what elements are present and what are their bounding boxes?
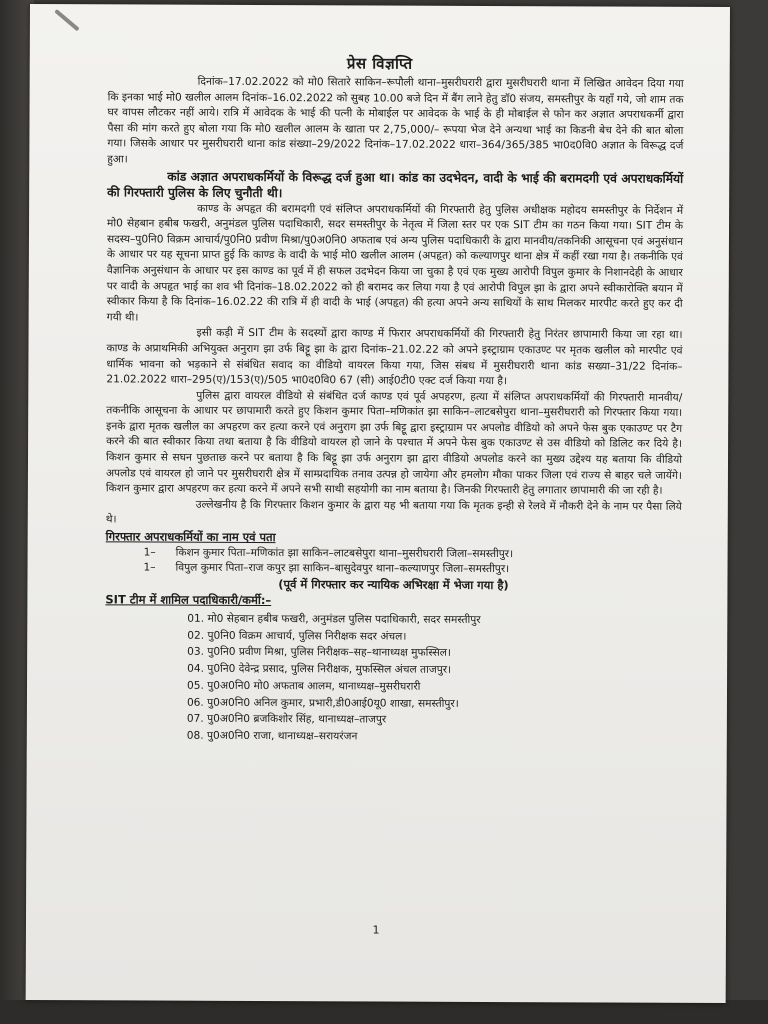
- document-body: [105, 74, 684, 746]
- paragraph-1: दिनांक–17.02.2022 को मो0 सितारे साकिन–रूपौली थाना–मुसरीघरारी द्वारा मुसरीघरारी थाना में लिखित आवेदन दिया गया कि इनका भाई मो0 खलील आलम दिनांक–16.02.2022 को सुबह 10.00 बजे दिन में बैंग लाने हेतु डॉ0 संजय, समस्तीपुर के यहाँ गये, जो शाम तक घर वापस लौटकर नहीं आये। रात्रि में आवेदक के भाई की पत्नी के मोबाईल पर आवेदक के भाई के ही मोबाईल से फोन कर अज्ञात अपराधकर्मी द्वारा पैसा की मांग करते हुए बोला गया कि मो0 खलील आलम के खाता पर 2,75,000/– रूपया भेज देने अन्यथा भाई का किडनी बेच देने की बात बोला गया। जिसके आधार पर मुसरीघरारी थाना कांड संख्या–29/2022 दिनांक–17.02.2022 धारा–364/365/385 भा0द0वि0 अज्ञात के विरूद्ध दर्ज हुआ।: [107, 75, 684, 166]
- list-item: 08. पु0अ0नि0 राजा, थानाध्यक्ष–सरायरंजन: [186, 729, 358, 743]
- background-bottom: [0, 1000, 768, 1024]
- list-item: 04. पु0नि0 देवेन्द्र प्रसाद, पुलिस निरीक्षक, मुफस्सिल अंचल ताजपुर।: [187, 662, 452, 676]
- sit-members-list: [105, 610, 682, 746]
- paper-clip-icon: [54, 9, 79, 31]
- list-item: 05. पु0अ0नि0 मो0 अफताब आलम, थानाध्यक्ष–मुसरीघरारी: [187, 679, 421, 693]
- list-item-number: 1–: [143, 546, 156, 559]
- press-release-page: [26, 4, 730, 1003]
- list-item: 02. पु0नि0 विक्रम आचार्य, पुलिस निरीक्षक सदर अंचल।: [187, 629, 407, 643]
- list-item: 03. पु0नि0 प्रवीण मिश्रा, पुलिस निरीक्षक–सह–थानाध्यक्ष मुफस्सिल।: [187, 646, 451, 660]
- arrested-note: (पूर्व में गिरफ्तार कर न्यायिक अभिरक्षा में भेजा गया है): [278, 576, 509, 592]
- list-item-text: किशन कुमार पिता–मणिकांत झा साकिन–लाटबसेपुरा थाना–मुसरीघरारी जिला–समस्तीपुर।: [175, 546, 514, 560]
- paragraph-2: कांड अज्ञात अपराधकर्मियों के विरूद्ध दर्ज हुआ था। कांड का उदभेदन, वादी के भाई की बरामदगी एवं अपराधकर्मियों की गिरफ्तारी पुलिस के लिए चुनौती थी।: [107, 169, 684, 201]
- sit-heading: SIT टीम में शामिल पदाधिकारी/कर्मी:–: [105, 592, 272, 608]
- paragraph-5: पुलिस द्वारा वायरल वीडियो से संबंधित दर्ज काण्ड एवं पूर्व अपहरण, हत्या में संलिप्त अपराधकर्मियों की गिरफ्तारी मानवीय/तकनीकि आसूचना के आधार पर छापामारी करते हुए किशन कुमार पिता–मणिकांत झा साकिन–लाटबसेपुरा थाना–मुसरीघरारी को गिरफ्तार किया गया। इनके द्वारा मृतक खलील का अपहरण कर हत्या करने एवं अनुराग झा उर्फ बिट्टू द्वारा इस्ट्राग्राम पर अपलोड वीडियो को अपने फेस बुक एकाउण्ट पर टैग करने की बात स्वीकार किया तथा बताया है कि वीडियो वायरल हो जाने के पश्चात में अपने फेस बुक एकाउण्ट से उस वीडियो को डिलिट कर दिये है। किशन कुमार से सघन पुछताछ करने पर बताया है कि बिट्टू झा उर्फ अनुराग झा द्वारा वीडियो अपलोड करने का मुख्य उद्देश्य यह बताया कि वीडियो अपलोड एवं वायरल हो जाने पर मुसरीघरारी क्षेत्र में साम्प्रदायिक तनाव उत्पन्न हो जायेगा और हमलोग मौका पाकर जिला एवं राज्य से बाहर चले जायेंगे। किशन कुमार द्वारा अपहरण कर हत्या करने में अपने सभी साथी सहयोगी का नाम बताया है। जिनकी गिरफ्तारी हेतु लगातार छापामारी की जा रही है।: [105, 389, 683, 498]
- paragraph-3: काण्ड के अपहृत की बरामदगी एवं संलिप्त अपराधकर्मियों की गिरफ्तारी हेतु पुलिस अधीक्षक महोदय समस्तीपुर के निर्देशन में मो0 सेहबान हबीब फखरी, अनुमंडल पुलिस पदाधिकारी, सदर समस्तीपुर के नेतृत्व में जिला स्तर पर एक SIT टीम का गठन किया गया। SIT टीम के सदस्य–पु0नि0 विक्रम आचार्य/पु0नि0 प्रवीण मिश्रा/पु0अ0नि0 अफताब एवं अन्य पुलिस पदाधिकारी के द्वारा मानवीय/तकनिकी आसूचना एवं अनुसंधान के आधार पर यह सूचना प्राप्त हुई कि काण्ड के वादी के भाई मो0 खलील आलम (अपहृत) को कल्याणपुर थाना क्षेत्र में कहीं रखा गया है। तकनीकि एवं वैज्ञानिक अनुसंधान के आधार पर इस काण्ड का पूर्व में ही सफल उदभेदन किया जा चुका है एवं एक मुख्य आरोपी विपुल कुमार के निशानदेही के आधार पर वादी के अपहृत भाई का शव भी दिनांक–18.02.2022 को ही बरामद कर लिया गया है एवं आरोपी विपुल झा के द्वारा अपने स्वीकारोक्ति बयान में स्वीकार किया है कि दिनांक–16.02.22 की रात्रि में ही वादी के भाई (अपहृत) की हत्या अपने अन्य साथियों के साथ मिलकर मारपीट करते हुए कर दी गयी थी।: [106, 202, 684, 324]
- paragraph-4: इसी कड़ी में SIT टीम के सदस्यों द्वारा काण्ड में फिरार अपराधकर्मियों की गिरफ्तारी हेतु निरंतर छापामारी किया जा रहा था। काण्ड के अप्राथमिकी अभियुक्त अनुराग झा उर्फ बिट्टू झा के द्वारा दिनांक–21.02.22 को अपने इस्ट्राग्राम एकाउण्ट पर मृतक खलील को मारपीट एवं धार्मिक भावना को भड़काने से संबंधित सवाद का वीडियो वायरल किया गया, जिस संबध में मुसरीघरारी थाना कांड सख्या–31/22 दिनांक–21.02.2022 धारा–295(ए)/153(ए)/505 भा0द0वि0 67 (सी) आई0टी0 एक्ट दर्ज किया गया है।: [106, 327, 683, 388]
- arrested-heading: गिरफ्तार अपराधकर्मियों का नाम एवं पता: [105, 529, 276, 545]
- list-item-number: 1–: [143, 561, 156, 574]
- page-number: 1: [372, 923, 380, 937]
- arrested-list: [106, 545, 682, 579]
- list-item-text: विपुल कुमार पिता–राज कपुर झा साकिन–बासुदेवपुर थाना–कल्याणपुर जिला–समस्तीपुर।: [175, 561, 510, 576]
- list-item: 07. पु0अ0नि0 ब्रजकिशोर सिंह, थानाध्यक्ष–ताजपुर: [186, 712, 387, 726]
- paragraph-6: उल्लेखनीय है कि गिरफ्तार किशन कुमार के द्वारा यह भी बताया गया कि मृतक इन्ही से रेलवे में नौकरी देने के नाम पर पैसा लिये थे।: [105, 498, 682, 526]
- list-item: [106, 561, 682, 579]
- list-item: 01. मो0 सेहबान हबीब फखरी, अनुमंडल पुलिस पदाधिकारी, सदर समस्तीपुर: [187, 612, 481, 626]
- page-title: प्रेस विज्ञप्ति: [346, 54, 413, 73]
- list-item: 06. पु0अ0नि0 अनिल कुमार, प्रभारी,डी0आई0यू0 शाखा, समस्तीपुर।: [186, 696, 459, 710]
